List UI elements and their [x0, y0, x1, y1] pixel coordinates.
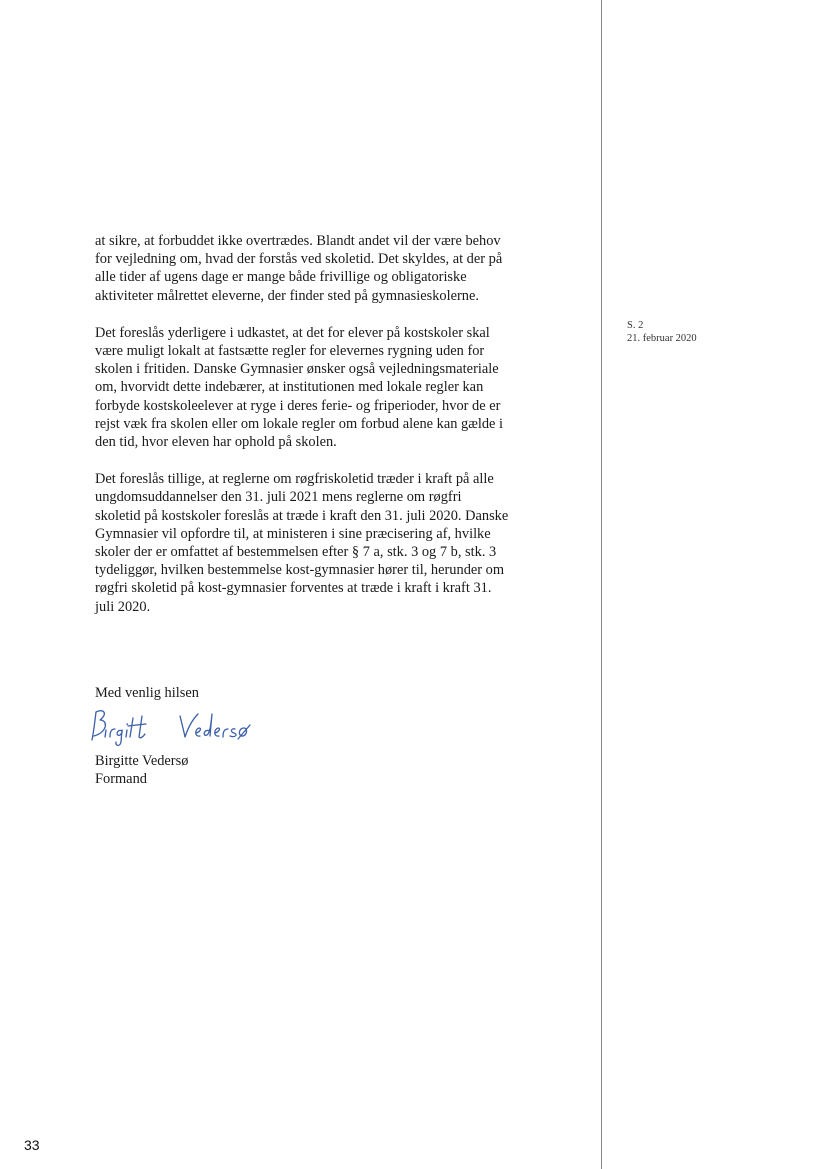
letter-date: 21. februar 2020 [627, 333, 697, 344]
margin-rule [601, 0, 602, 1169]
paragraph-2: Det foreslås yderligere i udkastet, at det for elever på kostskoler skal være muligt lokalt at fastsætte regler for elevernes rygning uden for skolen i fritiden. Danske Gymnasier ønsker også vejledningsmateriale om, hvorvidt dette indebærer, at institutionen med lokale regler kan forbyde kostskoleelever at ryge i deres ferie- og friperioder, hvor de er rejst væk fra skolen eller om lokale regler om forbud alene kan gælde i den tid, hvor eleven har ophold på skolen. [95, 324, 504, 451]
letter-body [95, 232, 575, 635]
sidebar-meta [627, 319, 697, 345]
paragraph-1: at sikre, at forbuddet ikke overtrædes. Blandt andet vil der være behov for vejledning om, hvad der forstås ved skoletid. Det skyldes, at der på alle tider af ugens dage er mange både frivillige og obligatoriske aktiviteter målrettet eleverne, der finder sted på gymnasieskolerne. [95, 233, 503, 304]
signer-block [95, 752, 188, 788]
handwritten-signature [84, 704, 254, 750]
page-label: S. 2 [627, 320, 644, 331]
paragraph-3: Det foreslås tillige, at reglerne om røgfriskoletid træder i kraft på alle ungdomsuddannelser den 31. juli 2021 mens reglerne om røgfri skoletid på kostskoler foreslås at træde i kraft den 31. juli 2020. Danske Gymnasier vil opfordre til, at ministeren i sine præcisering af, hvilke skoler der er omfattet af bestemmelsen efter § 7 a, stk. 3 og 7 b, stk. 3 tydeliggør, hvilken bestemmelse kost-gymnasier hører til, herunder om røgfri skoletid på kost-gymnasier forventes at træde i kraft i kraft 31. juli 2020. [95, 471, 509, 615]
signer-name: Birgitte Vedersø [95, 753, 189, 769]
closing-greeting: Med venlig hilsen [95, 685, 199, 701]
page-number: 33 [24, 1137, 40, 1153]
signer-title: Formand [95, 771, 147, 788]
